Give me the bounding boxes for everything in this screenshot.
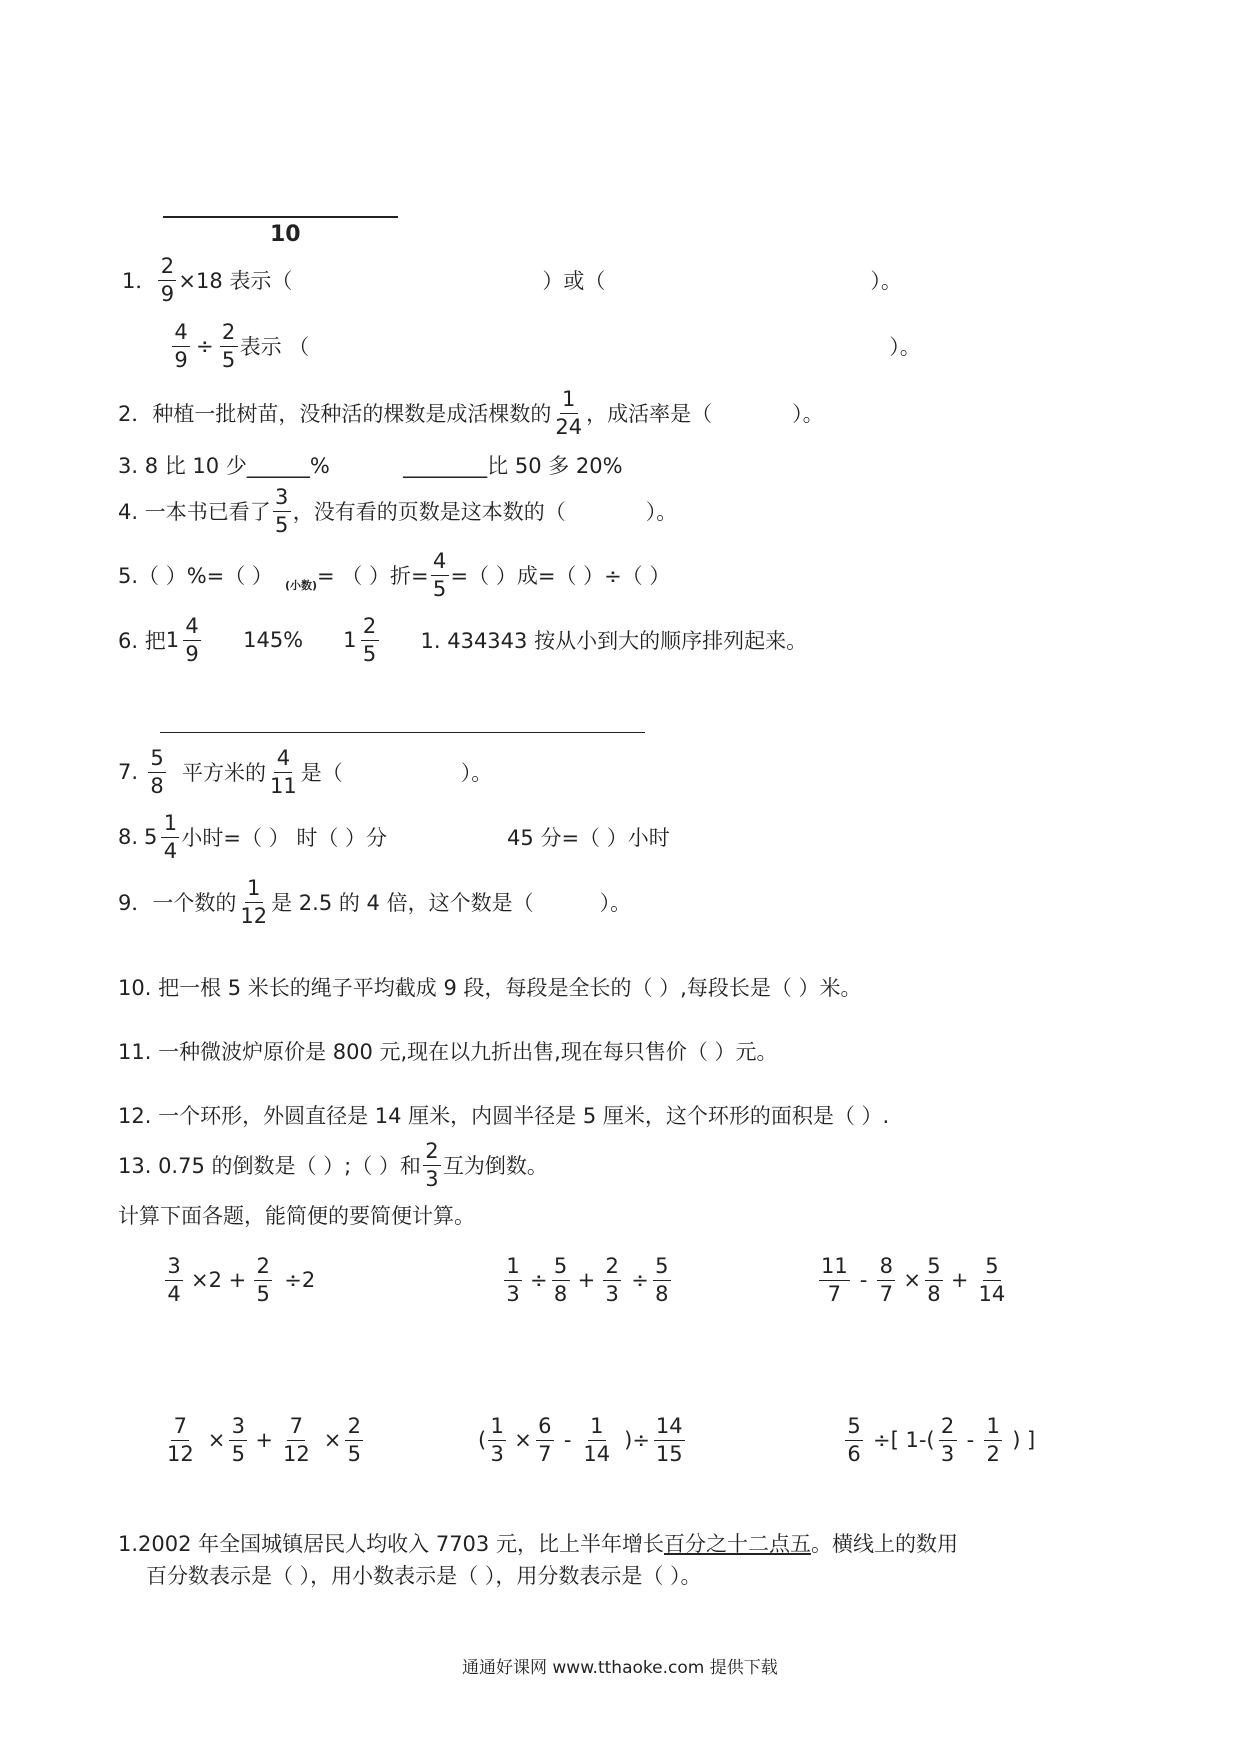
question-text: 8. [118,825,139,849]
fraction: $\frac{5}{8}$ [148,747,166,796]
question-text: 7. [118,760,139,784]
fraction: $\frac{2}{3}$ [939,1415,957,1464]
question-text: ________比 50 多 20% [403,454,623,478]
question-text: ）或（ [542,269,606,293]
operator: + [255,1428,273,1452]
operator: + [577,1268,596,1292]
operator: + [950,1268,969,1292]
question-text: ）。 [889,335,921,359]
fraction: $\frac{2}{9}$ [158,255,176,304]
question-10: 10. 把一根 5 米长的绳子平均截成 9 段，每段是全长的（ ）,每段长是（ ）米。 [118,976,862,1000]
calc-expression-2 [502,1248,673,1312]
percent-value: 145% [243,628,304,652]
fraction: $\frac{2}{3}$ [603,1255,621,1304]
fraction: $\frac{2}{5}$ [345,1415,363,1464]
fraction: $\frac{3}{5}$ [229,1415,247,1464]
question-1-line-1 [122,248,902,312]
fraction: $\frac{1}{3}$ [488,1415,506,1464]
mixed-number: 5 $\frac{1}{4}$ [144,812,181,861]
question-text: ）。 [645,500,678,524]
operator: × [903,1268,921,1292]
fraction: $\frac{5}{8}$ [653,1255,671,1304]
operator: × [207,1428,226,1452]
fraction: $\frac{14}{15}$ [655,1414,683,1466]
question-text: 平方米的 [182,761,267,785]
question-text: ，成活率是（ [586,402,713,426]
fraction: $\frac{5}{14}$ [978,1254,1006,1306]
question-9 [118,870,631,934]
fraction: $\frac{7}{12}$ [167,1414,194,1466]
operator: - [859,1268,868,1292]
question-text: 1.2002 年全国城镇居民人均收入 7703 元，比上半年增长 [118,1532,664,1556]
operator: )÷ [624,1428,650,1452]
question-text: 6. 把 [118,629,166,653]
calc-expression-6 [843,1408,1035,1472]
calc-expression-5 [478,1408,687,1472]
fraction: $\frac{1}{24}$ [555,387,583,439]
calc-section-title: 计算下面各题，能简便的要简便计算。 [118,1204,475,1228]
final-question-line-2: 百分数表示是（ ），用小数表示是（ ），用分数表示是（ ）。 [146,1564,702,1588]
question-2 [118,381,824,445]
fraction: $\frac{7}{12}$ [282,1414,310,1466]
question-text: 4. 一本书已看了 [118,500,271,524]
question-text: = （ ）折= [317,564,429,588]
question-text: 5.（ ）%=（ ） [118,564,273,588]
question-12: 12. 一个环形，外圆直径是 14 厘米，内圆半径是 5 厘米，这个环形的面积是（ ）. [118,1104,890,1128]
question-text: ）。 [599,891,632,915]
question-text: ）。 [460,761,493,785]
fraction: $\frac{3}{5}$ [273,486,291,535]
operator: ÷[ 1-( [873,1428,935,1452]
calc-expression-1 [163,1248,315,1312]
small-label: (小数) [284,579,317,592]
question-13 [118,1133,548,1197]
question-text: 9．一个数的 [118,891,237,915]
underlined-text: 百分之十二点五 [663,1532,811,1556]
operator: × [323,1428,342,1452]
answer-line [160,732,645,733]
fraction: $\frac{2}{5}$ [254,1255,272,1304]
fraction: $\frac{5}{8}$ [925,1255,943,1304]
page-number: 10 [270,222,301,247]
fraction: $\frac{6}{7}$ [536,1415,554,1464]
header-rule [163,216,398,218]
mixed-number: 1 $\frac{2}{5}$ [343,615,380,664]
fraction: $\frac{1}{14}$ [583,1414,611,1466]
question-text: 表示 （ [239,335,310,359]
fraction: $\frac{1}{3}$ [504,1255,522,1304]
operator: ) ] [1012,1428,1036,1452]
final-question-line-1 [118,1528,958,1558]
question-1-line-2 [170,314,921,378]
question-text: ，没有看的页数是这本数的（ [292,500,566,524]
operator: ÷ [631,1268,649,1292]
mixed-number: 1 $\frac{4}{9}$ [166,615,203,664]
question-text: ×18 表示（ [178,269,293,293]
question-text: 是（ [300,761,343,785]
operator: - [966,1428,975,1452]
question-3 [118,450,623,480]
question-text: 13. 0.75 的倒数是（ ）;（ ）和 [118,1154,421,1178]
question-text: 45 分=（ ）小时 [507,826,670,850]
question-5 [118,543,670,607]
calc-expression-4 [163,1408,365,1472]
fraction: $\frac{2}{5}$ [220,321,238,370]
question-number: 1． [122,269,157,293]
question-text: ）。 [792,402,824,426]
question-text: 2．种植一批树苗，没种活的棵数是成活棵数的 [118,402,552,426]
question-text: 1. 434343 按从小到大的顺序排列起来。 [420,629,808,653]
operator: ÷ [530,1268,548,1292]
question-8 [118,805,670,869]
footer-text: 通通好课网 www.tthaoke.com 提供下载 [462,1658,778,1678]
calc-expression-3 [817,1248,1009,1312]
question-7 [118,740,492,804]
operator: ÷ [196,334,214,358]
fraction: $\frac{8}{7}$ [877,1255,895,1304]
fraction: $\frac{5}{6}$ [845,1415,863,1464]
fraction: $\frac{4}{5}$ [431,550,449,599]
fraction: $\frac{11}{7}$ [821,1254,848,1306]
fraction: $\frac{1}{2}$ [984,1415,1002,1464]
question-4 [118,479,677,543]
question-text: =（ ）成=（ ）÷（ ） [450,564,671,588]
operator: - [563,1428,572,1452]
fraction: $\frac{4}{11}$ [270,746,297,798]
question-text: 3. 8 比 10 少______% [118,454,330,478]
fraction: $\frac{5}{8}$ [552,1255,570,1304]
fraction: $\frac{3}{4}$ [165,1255,183,1304]
fraction: $\frac{2}{3}$ [423,1140,441,1189]
fraction: $\frac{4}{9}$ [172,321,190,370]
operator: × [514,1428,532,1452]
question-6 [118,608,807,672]
question-text: 互为倒数。 [442,1154,548,1178]
question-11: 11. 一种微波炉原价是 800 元,现在以九折出售,现在每只售价（ ）元。 [118,1040,778,1064]
fraction: $\frac{1}{12}$ [240,876,268,928]
operator: ×2 + [191,1268,247,1292]
question-text: 小时=（ ） 时（ ）分 [181,826,388,850]
question-text: ）。 [870,269,902,293]
operator: ÷2 [284,1268,316,1292]
question-text: 是 2.5 的 4 倍，这个数是（ [271,891,534,915]
question-text: 。横线上的数用 [810,1532,958,1556]
bracket: ( [478,1428,487,1452]
